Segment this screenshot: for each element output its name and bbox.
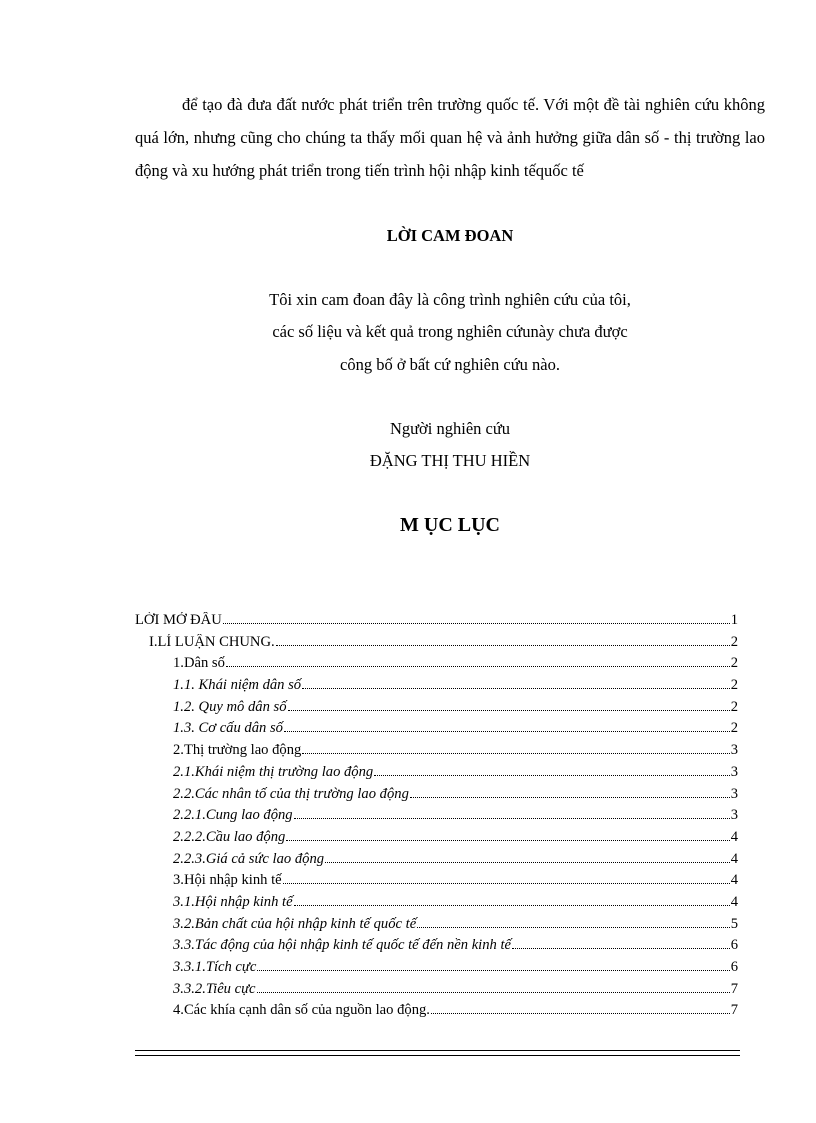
- toc-entry[interactable]: 1.3. Cơ cấu dân số 2: [173, 720, 738, 737]
- toc-entry[interactable]: 3.3.1.Tích cực 6: [173, 959, 738, 975]
- declaration-line-3: công bố ở bất cứ nghiên cứu nào.: [340, 355, 560, 374]
- toc-entry[interactable]: LỜI MỞ ĐẦU 1: [135, 612, 738, 628]
- toc-entry[interactable]: 1.1. Khái niệm dân số 2: [173, 677, 738, 694]
- toc-entry[interactable]: 2.2.2.Cầu lao động 4: [173, 828, 738, 845]
- table-of-contents: [135, 612, 738, 1024]
- toc-entry[interactable]: 1.2. Quy mô dân số 2: [173, 698, 738, 715]
- toc-entry[interactable]: 2.2.3.Giá cả sức lao động 4: [173, 850, 738, 867]
- toc-entry[interactable]: 1.Dân số 2: [173, 655, 738, 672]
- toc-entry[interactable]: I.LÍ LUẬN CHUNG. 2: [149, 633, 738, 650]
- intro-paragraph: để tạo đà đưa đất nước phát triển trên trường quốc tế. Với một đề tài nghiên cứu không quá lớn, nhưng cũng cho chúng ta thấy mối quan hệ và ảnh hưởng giữa dân số - thị trường lao động và xu hướng phát triển trong tiến trình hội nhập kinh tếquốc tế: [135, 95, 765, 180]
- toc-title: M ỤC LỤC: [400, 514, 500, 536]
- toc-entry[interactable]: 3.Hội nhập kinh tế 4: [173, 872, 738, 889]
- toc-entry[interactable]: 3.1.Hội nhập kinh tế 4: [173, 893, 738, 910]
- footer-double-rule: [135, 1050, 740, 1056]
- declaration-line-1: Tôi xin cam đoan đây là công trình nghiên cứu của tôi,: [269, 290, 631, 309]
- toc-entry[interactable]: 3.3.2.Tiêu cực 7: [173, 980, 738, 997]
- signer-name: ĐẶNG THỊ THU HIỀN: [369, 451, 531, 470]
- toc-entry[interactable]: 2.Thị trường lao động 3: [173, 742, 738, 759]
- toc-entry[interactable]: 2.1.Khái niệm thị trường lao động 3: [173, 763, 738, 780]
- toc-entry[interactable]: 3.2.Bản chất của hội nhập kinh tế quốc tế 5: [173, 915, 738, 932]
- declaration-title: LỜI CAM ĐOAN: [386, 226, 514, 245]
- toc-entry[interactable]: 2.2.1.Cung lao động 3: [173, 807, 738, 824]
- toc-entry[interactable]: 4.Các khía cạnh dân số của nguồn lao động. 7: [173, 1002, 738, 1019]
- declaration-line-2: các số liệu và kết quả trong nghiên cứunày chưa được: [272, 322, 628, 341]
- toc-entry[interactable]: 2.2.Các nhân tố của thị trường lao động 3: [173, 785, 738, 802]
- signer-label: Người nghiên cứu: [389, 419, 511, 438]
- toc-entry[interactable]: 3.3.Tác động của hội nhập kinh tế quốc tế đến nền kinh tế 6: [173, 937, 738, 954]
